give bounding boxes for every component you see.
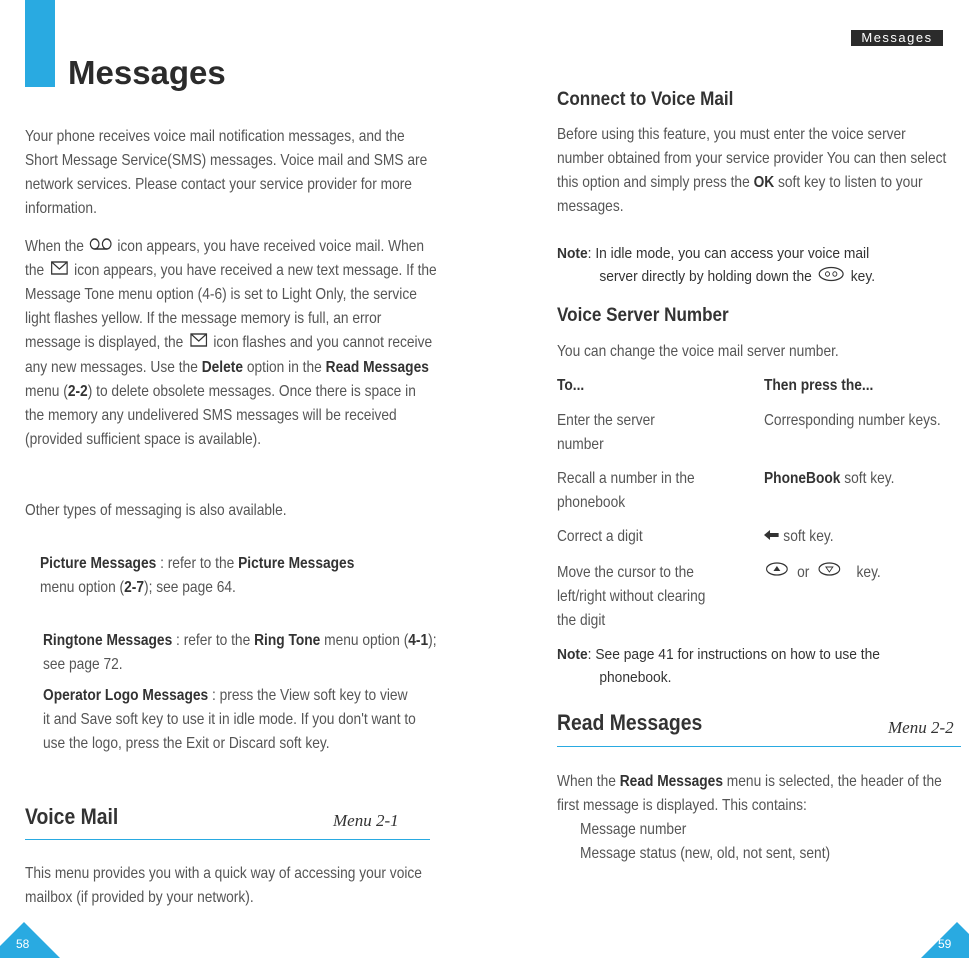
other-types-text: Other types of messaging is also available. [25, 502, 287, 519]
list-item: Message status (new, old, not sent, sent) [580, 845, 831, 862]
note-phonebook: Note: See page 41 for instructions on how to use the phonebook. [557, 646, 880, 686]
table-row-press: or key. [764, 561, 953, 585]
note-idle-mode: Note: In idle mode, you can access your voice mail server directly by holding down the key. [557, 242, 925, 289]
when-paragraph: When the icon appears, you have received voice mail. When the icon appears, you have received a new text message. If the Message Tone menu option (4-6) is set to Light Only, the service light flashes yellow. If the message memory is full, an error message is displayed, the icon flashes and you cannot receive any new messages. Use the Delete option in the Read Messages menu (2-2) to delete obsolete messages. Once there is space in the memory any undelivered SMS messages will be received (provided sufficient space is available). [25, 235, 438, 452]
table-row-press: Corresponding number keys. [764, 412, 941, 429]
ringtone-messages-item: Ringtone Messages : refer to the Ring Tone menu option (4-1); see page 72. [43, 632, 437, 673]
section-badge: Messages [851, 30, 943, 46]
connect-voice-mail-text: Before using this feature, you must enter the voice server number obtained from your service provider You can then select this option and simply press the OK soft key to listen to your messages. [557, 126, 947, 215]
read-messages-heading: Read Messages [557, 710, 703, 735]
table-row-press: PhoneBook soft key. [764, 470, 895, 487]
section-divider [25, 839, 430, 840]
list-item: Message number [580, 821, 687, 838]
table-header-press: Then press the... [764, 377, 874, 394]
voicemail-key-icon [816, 266, 847, 289]
table-row-to: Recall a number in the phonebook [557, 470, 695, 511]
voice-mail-description: This menu provides you with a quick way of accessing your voice mailbox (if provided by your network). [25, 865, 422, 906]
voice-mail-menu-number: Menu 2-1 [333, 811, 399, 830]
table-row-to: Move the cursor to the left/right without clearing the digit [557, 564, 706, 629]
voice-mail-heading: Voice Mail [25, 804, 119, 829]
table-row-to: Correct a digit [557, 528, 643, 545]
page-title: Messages [68, 54, 226, 91]
intro-paragraph: Your phone receives voice mail notification messages, and the Short Message Service(SMS) messages. Voice mail and SMS are network services. Please contact your service provider for more information. [25, 128, 428, 217]
blue-tab-marker [25, 0, 55, 87]
connect-voice-mail-heading: Connect to Voice Mail [557, 89, 734, 110]
read-messages-menu-number: Menu 2-2 [888, 718, 954, 737]
section-divider [557, 746, 961, 747]
table-header-to: To... [557, 377, 585, 394]
page-corner-left [0, 922, 60, 958]
voice-server-text: You can change the voice mail server number. [557, 343, 839, 360]
operator-logo-messages-item: Operator Logo Messages : press the View soft key to view it and Save soft key to use it in idle mode. If you don't want to use the logo, press the Exit or Discard soft key. [43, 687, 416, 752]
table-row-press: soft key. [764, 525, 953, 549]
envelope-icon [187, 331, 209, 355]
page-number-left: 58 [16, 937, 30, 951]
voice-server-number-heading: Voice Server Number [557, 305, 729, 326]
voicemail-icon [88, 235, 114, 259]
envelope-icon [48, 259, 70, 283]
page-number-right: 59 [938, 937, 952, 951]
up-key-icon [764, 561, 790, 585]
picture-messages-item: Picture Messages : refer to the Picture Messages menu option (2-7); see page 64. [40, 555, 355, 596]
table-row-to: Enter the server number [557, 412, 655, 453]
down-key-icon [817, 561, 843, 585]
backspace-arrow-icon [764, 525, 779, 549]
read-messages-text: When the Read Messages menu is selected, the header of the first message is displayed. This contains: [557, 773, 942, 814]
